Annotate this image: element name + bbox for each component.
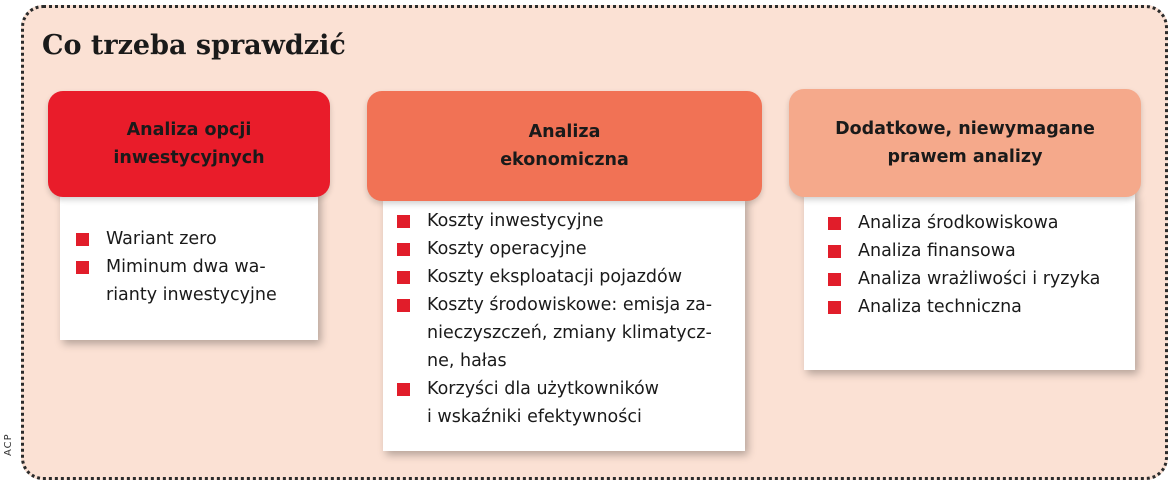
list-item: Korzyści dla użytkowników i wskaźniki efektywności — [397, 375, 737, 431]
page-title: Co trzeba sprawdzić — [42, 30, 346, 61]
column-2-header: Analiza ekonomiczna — [367, 91, 762, 201]
bullet-icon — [828, 245, 841, 258]
column-1-box — [60, 192, 318, 340]
bullet-icon — [397, 383, 410, 396]
list-item: Koszty środowiskowe: emisja za- nieczyszczeń, zmiany klimatycz- ne, hałas — [397, 291, 737, 375]
list-item: Koszty operacyjne — [397, 235, 737, 263]
bullet-icon — [397, 243, 410, 256]
bullet-icon — [397, 299, 410, 312]
list-item: Wariant zero — [76, 225, 308, 253]
column-3-box — [804, 192, 1135, 370]
column-3-header: Dodatkowe, niewymagane prawem analizy — [789, 89, 1141, 197]
column-1-header: Analiza opcji inwestycyjnych — [48, 91, 330, 197]
list-item: Analiza wrażliwości i ryzyka — [828, 265, 1127, 293]
list-item: Analiza techniczna — [828, 293, 1127, 321]
bullet-icon — [397, 215, 410, 228]
bullet-icon — [76, 233, 89, 246]
bullet-icon — [76, 261, 89, 274]
bullet-icon — [828, 273, 841, 286]
column-2-box — [383, 197, 745, 451]
list-item: Analiza środkowiskowa — [828, 209, 1127, 237]
list-item: Miminum dwa wa- rianty inwestycyjne — [76, 253, 308, 309]
list-item: Koszty inwestycyjne — [397, 207, 737, 235]
list-item: Koszty eksploatacji pojazdów — [397, 263, 737, 291]
list-item: Analiza finansowa — [828, 237, 1127, 265]
bullet-icon — [828, 217, 841, 230]
credit-label: ACP — [3, 433, 14, 456]
bullet-icon — [828, 301, 841, 314]
bullet-icon — [397, 271, 410, 284]
